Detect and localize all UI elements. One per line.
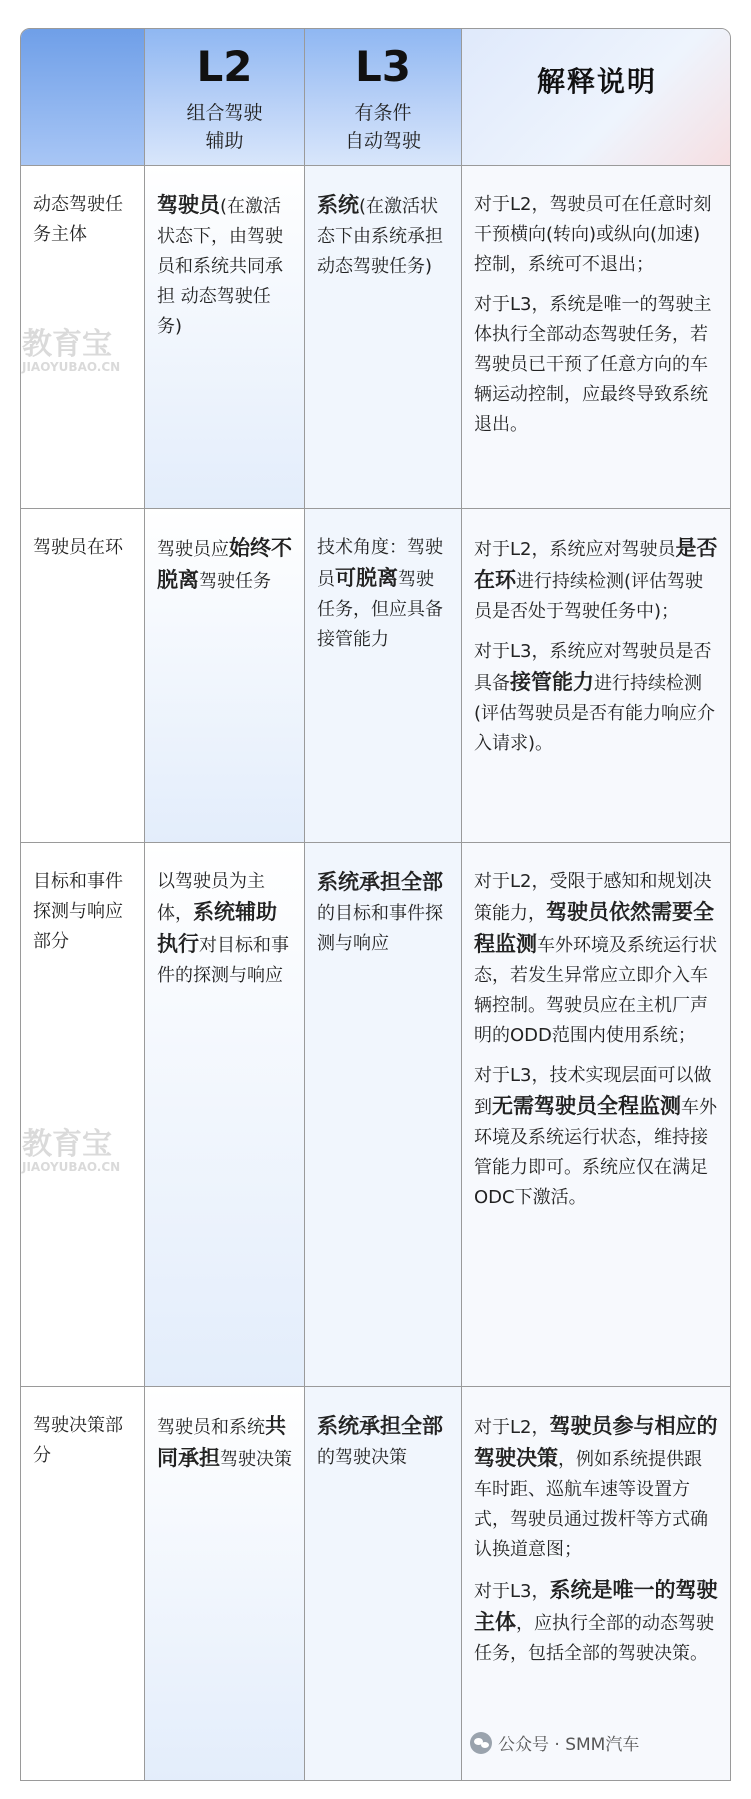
row-1-label (21, 166, 145, 509)
l3-text: 的目标和事件探测与响应 (317, 903, 443, 954)
row-1-l3 (305, 166, 462, 509)
row-1-explain (462, 166, 731, 509)
header-l2-name: 组合驾驶 辅助 (186, 102, 263, 152)
row-1-l2 (145, 166, 305, 509)
footer-account (470, 1730, 639, 1755)
row-label-text: 目标和事件探测与响应部分 (33, 871, 123, 952)
header-corner (21, 29, 145, 166)
l2-text: 驾驶决策 (220, 1449, 292, 1470)
l3-text: 的驾驶决策 (317, 1447, 407, 1468)
l2-text: 以驾驶员为主体， (157, 871, 265, 924)
l2-bold-text: 系统辅助执行 (157, 900, 277, 956)
row-3-l2 (145, 843, 305, 1387)
footer-text: 公众号 · SMM汽车 (498, 1735, 640, 1755)
l2-text: 对目标和事件的探测与响应 (157, 935, 289, 986)
row-3-label (21, 843, 145, 1387)
header-explain-title: 解释说明 (536, 65, 657, 98)
l2-text: 驾驶员和系统 (157, 1417, 265, 1438)
wechat-icon (470, 1732, 492, 1754)
explain-paragraph: 对于L3，系统是唯一的驾驶主体执行全部动态驾驶任务，若驾驶员已干预了任意方向的车辆运动控制，应最终导致系统退出。 (474, 294, 712, 435)
row-2-explain (462, 509, 731, 843)
explain-paragraph: 对于L2，驾驶员参与相应的驾驶决策，例如系统提供跟车时距、巡航车速等设置方式，驾驶员通过拨杆等方式确认换道意图； (474, 1414, 718, 1560)
header-l3-name: 有条件 自动驾驶 (344, 102, 421, 152)
row-label-text: 驾驶决策部分 (33, 1415, 123, 1466)
comparison-table (20, 28, 731, 1781)
row-2-l2 (145, 509, 305, 843)
watermark: 教育宝 JIAOYUBAO.CN (22, 327, 121, 374)
row-2-label (21, 509, 145, 843)
explain-paragraph: 对于L2，受限于感知和规划决策能力，驾驶员依然需要全程监测车外环境及系统运行状态，若发生异常应立即介入车辆控制。驾驶员应在主机厂声明的ODD范围内使用系统； (474, 871, 717, 1046)
row-3-l3 (305, 843, 462, 1387)
explain-paragraph: 对于L3，技术实现层面可以做到无需驾驶员全程监测车外环境及系统运行状态，维持接管能力即可。系统应仅在满足ODC下激活。 (474, 1065, 717, 1208)
row-4-explain (462, 1387, 731, 1781)
l2-text: (在激活状态下，由驾驶员和系统共同承担 动态驾驶任务) (157, 196, 283, 337)
row-4-l3 (305, 1387, 462, 1781)
l3-bold-text: 系统 (317, 193, 359, 217)
l2-text: 驾驶任务 (199, 571, 271, 592)
l3-bold-text: 系统承担全部 (317, 1414, 443, 1438)
watermark: 教育宝 JIAOYUBAO.CN (22, 1127, 121, 1174)
l3-bold-text: 可脱离 (335, 566, 398, 590)
row-3-explain (462, 843, 731, 1387)
header-l3-level: L3 (355, 42, 411, 91)
row-label-text: 驾驶员在环 (33, 537, 123, 558)
header-l2-level: L2 (196, 42, 253, 91)
l3-bold-text: 系统承担全部 (317, 870, 443, 894)
header-explain (462, 29, 731, 166)
explain-paragraph: 对于L2，系统应对驾驶员是否在环进行持续检测(评估驾驶员是否处于驾驶任务中)； (474, 536, 718, 622)
row-4-l2 (145, 1387, 305, 1781)
l2-bold-text: 驾驶员 (157, 193, 220, 217)
explain-paragraph: 对于L3，系统是唯一的驾驶主体，应执行全部的动态驾驶任务，包括全部的驾驶决策。 (474, 1578, 718, 1664)
header-l3 (305, 29, 462, 166)
header-l2 (145, 29, 305, 166)
row-4-label (21, 1387, 145, 1781)
l2-bold-text: 始终不脱离 (157, 536, 292, 592)
l3-text: (在激活状态下由系统承担动态驾驶任务) (317, 196, 443, 277)
row-label-text: 动态驾驶任务主体 (33, 194, 123, 245)
row-2-l3 (305, 509, 462, 843)
l3-text: 驾驶任务，但应具备接管能力 (317, 569, 443, 650)
l3-text: 技术角度：驾驶员 (317, 537, 443, 590)
l2-bold-text: 共同承担 (157, 1414, 286, 1470)
explain-paragraph: 对于L2，驾驶员可在任意时刻干预横向(转向)或纵向(加速)控制，系统可不退出； (474, 194, 712, 275)
explain-paragraph: 对于L3，系统应对驾驶员是否具备接管能力进行持续检测(评估驾驶员是否有能力响应介入请求)。 (474, 641, 716, 754)
l2-text: 驾驶员应 (157, 539, 229, 560)
